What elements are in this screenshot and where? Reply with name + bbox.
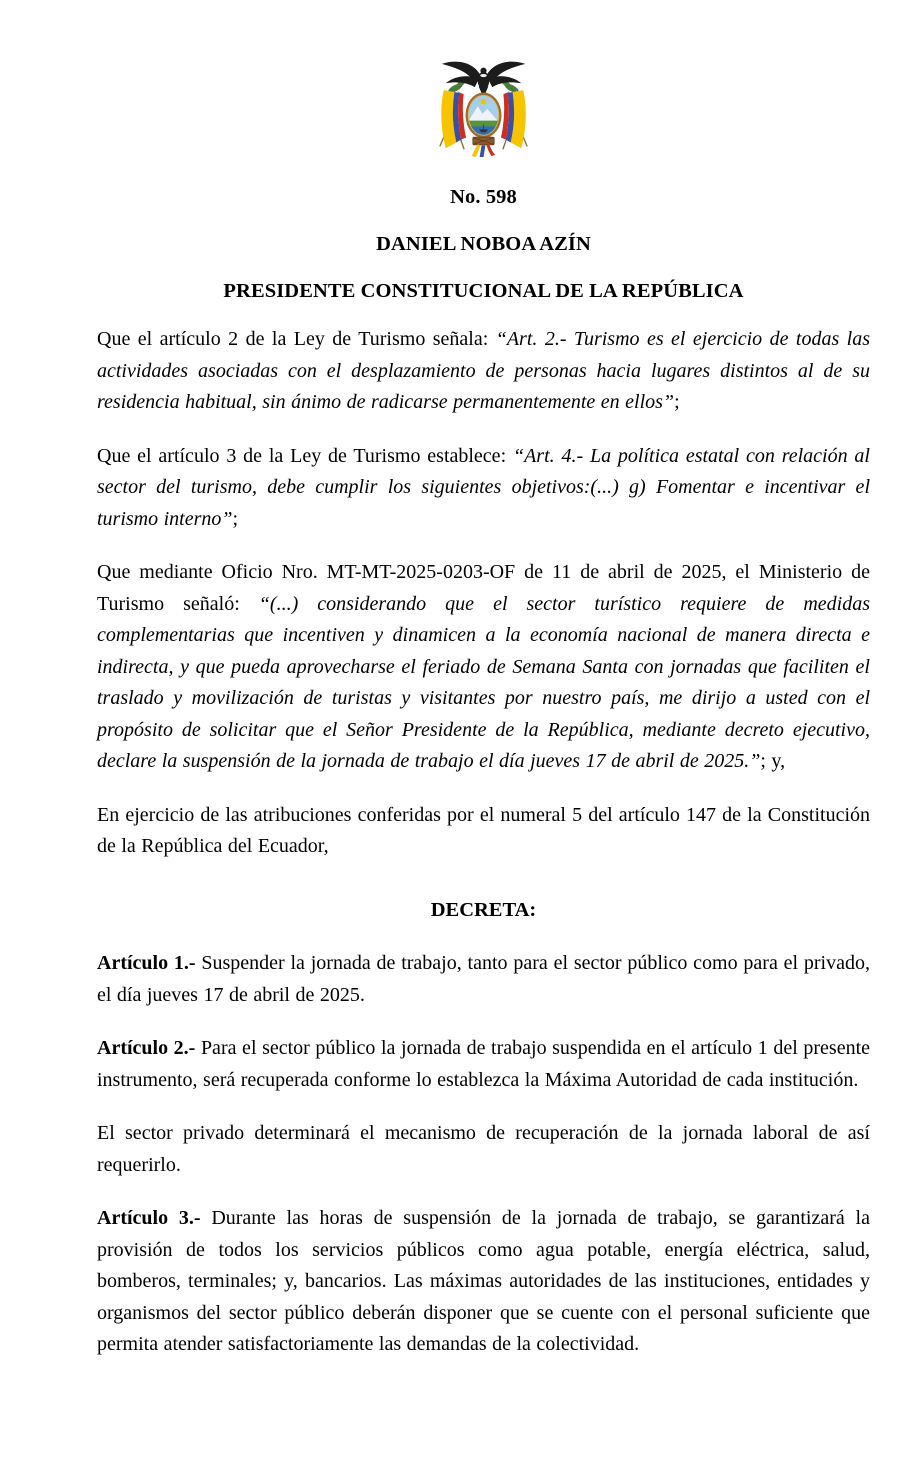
text-run: ; <box>232 507 239 530</box>
text-run: ; y, <box>760 750 786 772</box>
president-name: DANIEL NOBOA AZÍN <box>376 233 591 255</box>
text-run: Para el sector público la jornada de trabajo suspendida en el artículo 1 del presente instrumento, será recuperada conforme lo establezca la Máxima Autoridad de cada institución. <box>97 1037 870 1091</box>
text-run: “Art. 2.- Turismo es el ejercicio de todas las actividades asociadas con el desplazamiento de personas hacia lugares distintos al de su residencia habitual, sin ánimo de radicarse permanentemente en ellos” <box>97 328 870 413</box>
text-run: Artículo 3.- <box>97 1207 212 1229</box>
text-run: Que el artículo 2 de la Ley de Turismo señala: <box>97 328 496 350</box>
ecuador-coat-of-arms-svg <box>435 55 532 162</box>
text-run: El sector privado determinará el mecanismo de recuperación de la jornada laboral de así requerirlo. <box>97 1122 870 1176</box>
text-run: Suspender la jornada de trabajo, tanto para el sector público como para el privado, el día jueves 17 de abril de 2025. <box>97 952 870 1006</box>
text-run: ; <box>674 391 680 413</box>
sector-privado <box>97 1118 870 1181</box>
text-run: Durante las horas de suspensión de la jornada de trabajo, se garantizará la provisión de todos los servicios públicos como agua potable, energía eléctrica, salud, bomberos, terminales; y, bancarios. Las máximas autoridades de las instituciones, entidades y organismos del sector público deberán disponer que se cuente con el personal suficiente que permita atender satisfactoriamente las demandas de la colectividad. <box>97 1207 870 1355</box>
text-run: “Art. 4.- La política estatal con relación al sector del turismo, debe cumplir los siguientes objetivos:(...) g) Fomentar e incentivar el turismo interno” <box>97 444 870 530</box>
ecuador-coat-of-arms-icon <box>435 55 532 162</box>
text-run: En ejercicio de las atribuciones conferidas por el numeral 5 del artículo 147 de la Constitución de la República del Ecuador, <box>97 803 870 857</box>
decree-content <box>97 55 870 1361</box>
considerando-oficio-ministerio-turismo <box>97 557 870 778</box>
considerando-ley-turismo-art2 <box>97 324 870 419</box>
ribbon-tails <box>472 144 495 157</box>
ejercicio-atribuciones <box>97 800 870 863</box>
text-run: DECRETA: <box>430 898 537 921</box>
right-flag <box>501 90 526 148</box>
oval-shield <box>466 92 502 138</box>
sun-icon <box>481 99 487 105</box>
text-run: Que el artículo 3 de la Ley de Turismo establece: <box>97 444 513 467</box>
left-flag <box>441 90 466 148</box>
decree-body <box>97 324 870 1361</box>
considerando-ley-turismo-art3 <box>97 441 870 536</box>
president-title: PRESIDENTE CONSTITUCIONAL DE LA REPÚBLICA <box>223 280 744 302</box>
decreta-heading <box>97 895 870 927</box>
text-run: Artículo 2.- <box>97 1037 201 1059</box>
articulo-1 <box>97 948 870 1011</box>
articulo-2 <box>97 1033 870 1096</box>
articulo-3 <box>97 1203 870 1361</box>
fasces-icon <box>473 137 494 145</box>
text-run: “(...) considerando que el sector turístico requiere de medidas complementarias que incentiven y dinamicen a la economía nacional de manera directa e indirecta, y que pueda aprovecharse el feriado de Semana Santa con jornadas que faciliten el traslado y movilización de turistas y visitantes por nuestro país, me dirijo a usted con el propósito de solicitar que el Señor Presidente de la República, mediante decreto ejecutivo, declare la suspensión de la jornada de trabajo el día jueves 17 de abril de 2025.” <box>97 592 870 772</box>
text-run: Que mediante Oficio Nro. MT-MT-2025-0203-OF de 11 de abril de 2025, el Ministerio de Turismo señaló: <box>97 561 870 615</box>
text-run: Artículo 1.- <box>97 952 202 974</box>
decree-number: No. 598 <box>450 186 517 208</box>
